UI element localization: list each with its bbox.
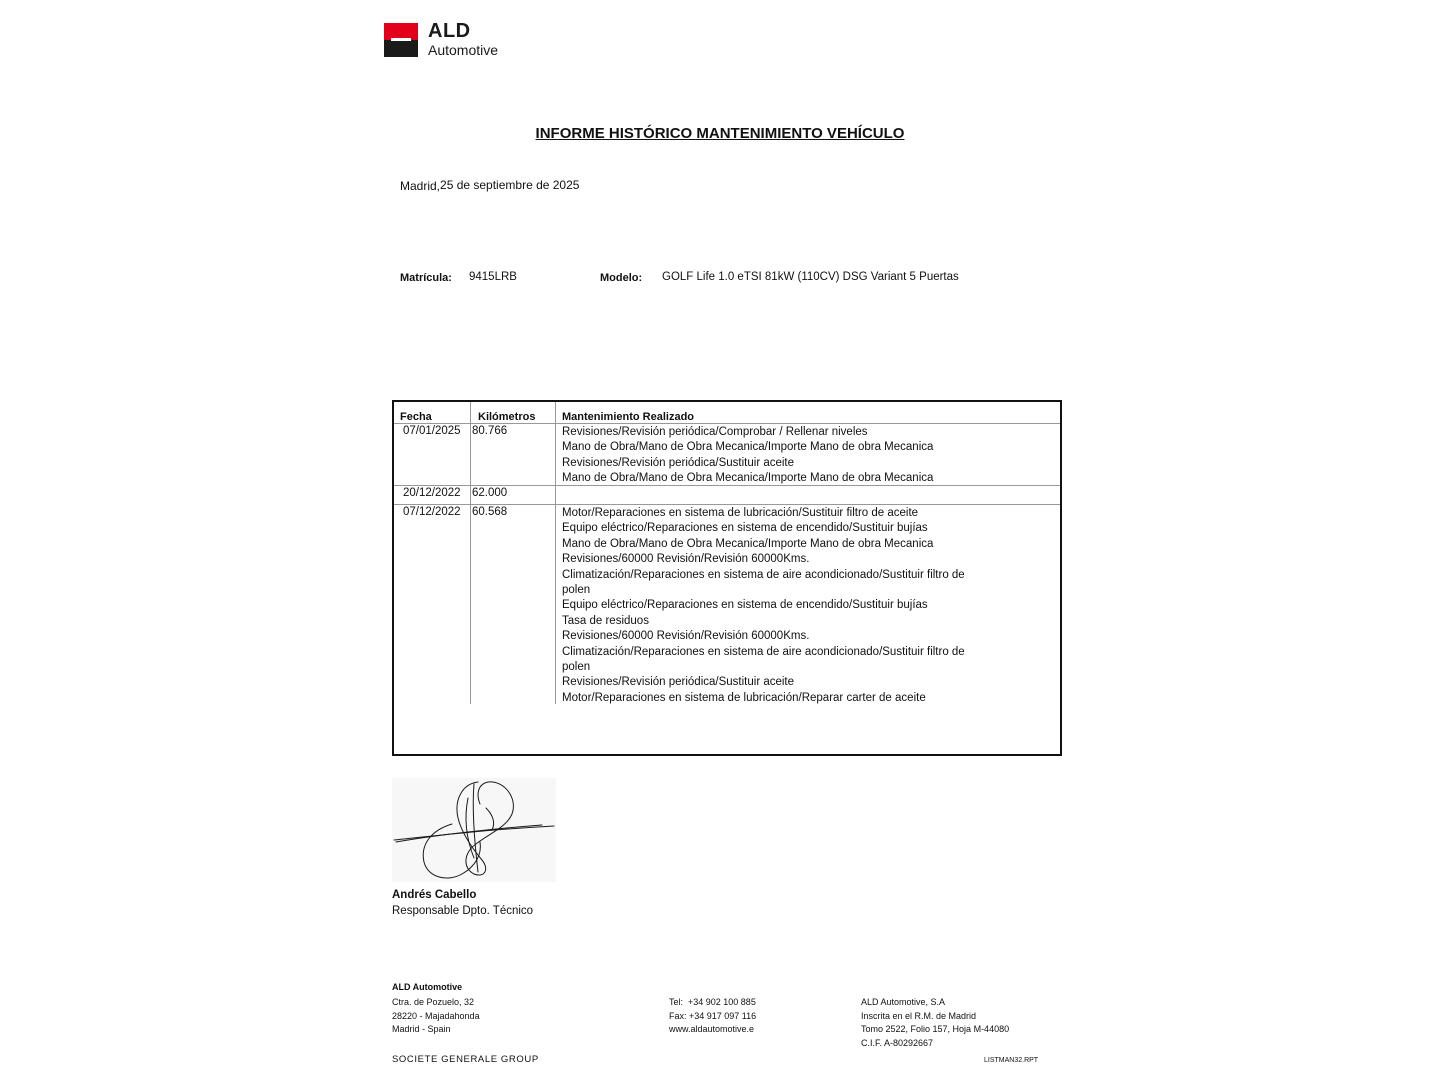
column-divider	[470, 402, 471, 704]
registry-line: Inscrita en el R.M. de Madrid	[861, 1010, 977, 1021]
maintenance-table	[392, 400, 1062, 756]
address-line: Madrid - Spain	[392, 1024, 451, 1034]
address-line: 28220 - Majadahonda	[392, 1010, 480, 1021]
ald-automotive-logo	[384, 22, 514, 60]
signatory-role: Responsable Dpto. Técnico	[392, 905, 534, 917]
registry-line: ALD Automotive, S.A	[861, 997, 946, 1007]
header-fecha: Fecha	[400, 411, 432, 423]
group-name: SOCIETE GENERALE GROUP	[392, 1054, 539, 1065]
maintenance-item: Revisiones/Revisión periódica/Sustituir aceite	[562, 676, 795, 689]
website-link[interactable]: www.aldautomotive.e	[669, 1024, 755, 1034]
place: Madrid,	[400, 179, 441, 193]
maintenance-item: Mano de Obra/Mano de Obra Mecanica/Importe Mano de obra Mecanica	[562, 441, 934, 454]
phone-line: Tel: +34 902 100 885	[669, 997, 756, 1007]
header-mantenimiento: Mantenimiento Realizado	[562, 411, 695, 423]
maintenance-item: Motor/Reparaciones en sistema de lubricación/Sustituir filtro de aceite	[562, 507, 919, 519]
row-1-date: 07/01/2025	[403, 425, 461, 437]
registry-line: C.I.F. A-80292667	[861, 1037, 934, 1048]
footer-registry	[861, 996, 1009, 1050]
logo-text-ald: ALD	[428, 20, 471, 42]
footer-contact	[669, 996, 756, 1037]
maintenance-item: polen	[562, 584, 591, 597]
maintenance-item: Motor/Reparaciones en sistema de lubricación/Reparar carter de aceite	[562, 691, 926, 704]
logo-text-automotive: Automotive	[428, 42, 499, 58]
maintenance-item: Tasa de residuos	[562, 614, 649, 627]
maintenance-item: Equipo eléctrico/Reparaciones en sistema de encendido/Sustituir bujías	[562, 599, 928, 612]
date-line	[400, 178, 579, 192]
maintenance-item: Revisiones/Revisión periódica/Sustituir aceite	[562, 456, 795, 469]
fax-line: Fax: +34 917 097 116	[669, 1010, 757, 1021]
maintenance-item: Climatización/Reparaciones en sistema de aire acondicionado/Sustituir filtro de	[562, 645, 965, 658]
row-2-km: 62.000	[472, 487, 508, 499]
maintenance-item: Climatización/Reparaciones en sistema de aire acondicionado/Sustituir filtro de	[562, 568, 965, 581]
maintenance-item: Mano de Obra/Mano de Obra Mecanica/Importe Mano de obra Mecanica	[562, 537, 934, 550]
row-3-items	[562, 506, 965, 706]
header-kilometros: Kilómetros	[478, 411, 536, 423]
row-2-date: 20/12/2022	[403, 487, 461, 499]
report-code: LISTMAN32.RPT	[984, 1057, 1039, 1064]
model-label: Modelo:	[600, 272, 643, 284]
footer-company: ALD Automotive	[392, 982, 463, 992]
row-3-date: 07/12/2022	[403, 506, 461, 518]
column-divider	[555, 402, 556, 704]
row-3-km: 60.568	[472, 506, 508, 518]
document-title: INFORME HISTÓRICO MANTENIMIENTO VEHÍCULO	[535, 125, 905, 142]
row-1-items	[562, 425, 933, 487]
maintenance-item: Revisiones/Revisión periódica/Comprobar / Rellenar niveles	[562, 426, 868, 438]
handwritten-signature	[392, 778, 556, 882]
maintenance-item: Equipo eléctrico/Reparaciones en sistema de encendido/Sustituir bujías	[562, 522, 928, 535]
maintenance-item: Revisiones/60000 Revisión/Revisión 60000Kms.	[562, 630, 810, 643]
maintenance-item: Revisiones/60000 Revisión/Revisión 60000Kms.	[562, 553, 810, 566]
plate-value: 9415LRB	[469, 271, 517, 283]
model-value: GOLF Life 1.0 eTSI 81kW (110CV) DSG Variant 5 Puertas	[662, 271, 959, 283]
registry-line: Tomo 2522, Folio 157, Hoja M-44080	[861, 1024, 1010, 1034]
report-date: 25 de septiembre de 2025	[440, 178, 580, 192]
logo-mark	[384, 23, 418, 57]
footer-address	[392, 996, 480, 1037]
maintenance-item: polen	[562, 661, 591, 674]
plate-label: Matrícula:	[400, 272, 452, 284]
row-1-km: 80.766	[472, 425, 508, 437]
signatory-name: Andrés Cabello	[392, 889, 477, 901]
address-line: Ctra. de Pozuelo, 32	[392, 997, 475, 1007]
maintenance-item: Mano de Obra/Mano de Obra Mecanica/Importe Mano de obra Mecanica	[562, 472, 934, 485]
